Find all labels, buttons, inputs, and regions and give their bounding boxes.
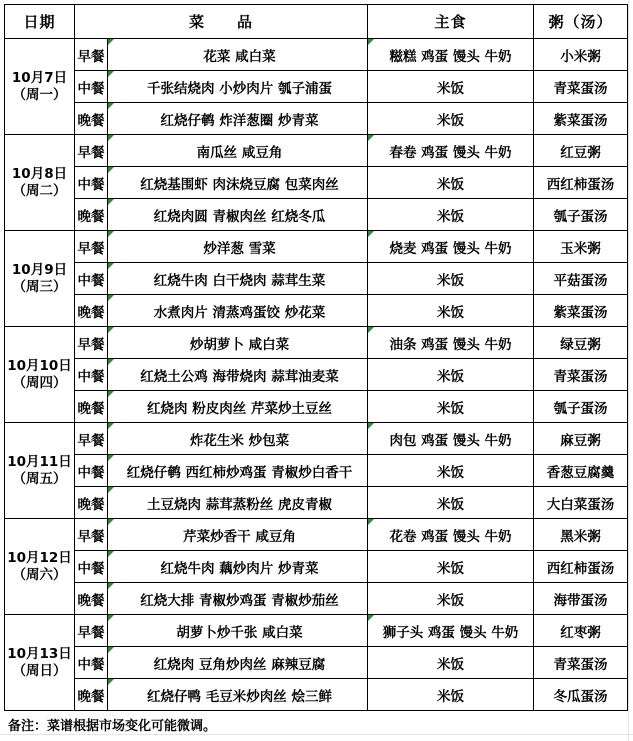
meal-row: [5, 359, 628, 391]
cell-comment-indicator-icon: [108, 519, 114, 525]
staple-cell[interactable]: [368, 135, 534, 167]
porridge-cell-text: 海带蛋汤: [553, 592, 608, 609]
meal-cell[interactable]: [75, 583, 108, 615]
staple-cell-text: 米饭: [437, 304, 465, 321]
porridge-cell-text: 冬瓜蛋汤: [553, 688, 608, 705]
staple-cell[interactable]: [368, 615, 534, 647]
dishes-cell-text: 水煮肉片 清蒸鸡蛋饺 炒花菜: [153, 304, 326, 321]
porridge-cell-text: 紫菜蛋汤: [553, 112, 608, 129]
staple-cell-text: 米饭: [437, 560, 465, 577]
dishes-cell-text: 炒胡萝卜 咸白菜: [189, 336, 290, 353]
meal-cell-text: 早餐: [77, 528, 105, 545]
porridge-cell[interactable]: [534, 103, 628, 135]
porridge-cell-text: 青菜蛋汤: [553, 656, 608, 673]
porridge-cell-text: 西红柿蛋汤: [546, 560, 615, 577]
header-row: [5, 5, 628, 39]
dishes-cell-text: 南瓜丝 咸豆角: [196, 144, 283, 161]
meal-row: [5, 71, 628, 103]
meal-row: [5, 583, 628, 615]
porridge-cell-text: 瓠子蛋汤: [553, 400, 608, 417]
cell-comment-indicator-icon: [108, 103, 114, 109]
staple-cell[interactable]: [368, 71, 534, 103]
menu-body: [5, 39, 628, 711]
porridge-cell[interactable]: [534, 167, 628, 199]
meal-cell[interactable]: [75, 327, 108, 359]
meal-cell-text: 晚餐: [77, 112, 105, 129]
dishes-cell[interactable]: [108, 423, 368, 455]
staple-cell[interactable]: [368, 391, 534, 423]
meal-cell[interactable]: [75, 423, 108, 455]
dishes-cell-text: 红烧基围虾 肉沫烧豆腐 包菜肉丝: [140, 176, 339, 193]
staple-cell-text: 烧麦 鸡蛋 馒头 牛奶: [389, 240, 512, 257]
porridge-cell[interactable]: [534, 583, 628, 615]
porridge-cell-text: 红豆粥: [560, 144, 601, 161]
weekday-label: （周二）: [12, 182, 67, 199]
cell-comment-indicator-icon: [108, 615, 114, 621]
weekly-menu-table: [4, 4, 628, 711]
weekday-label: （周日）: [12, 662, 67, 679]
cell-comment-indicator-icon: [368, 231, 374, 237]
cell-comment-indicator-icon: [108, 167, 114, 173]
cell-comment-indicator-icon: [108, 135, 114, 141]
sheet-gridline-horizontal: [0, 734, 633, 735]
date-cell[interactable]: [5, 231, 75, 327]
meal-row: [5, 39, 628, 71]
dishes-cell-text: 红烧肉 粉皮肉丝 芹菜炒土豆丝: [147, 400, 332, 417]
cell-comment-indicator-icon: [108, 359, 114, 365]
porridge-cell[interactable]: [534, 679, 628, 711]
cell-comment-indicator-icon: [108, 551, 114, 557]
cell-comment-indicator-icon: [108, 231, 114, 237]
staple-cell[interactable]: [368, 583, 534, 615]
dishes-cell[interactable]: [108, 71, 368, 103]
dishes-cell-text: 红烧肉圆 青椒肉丝 红烧冬瓜: [153, 208, 326, 225]
meal-cell[interactable]: [75, 391, 108, 423]
staple-cell-text: 糍糕 鸡蛋 馒头 牛奶: [389, 48, 512, 65]
date-label: 10月8日: [11, 165, 68, 182]
staple-cell-text: 米饭: [437, 368, 465, 385]
staple-cell[interactable]: [368, 263, 534, 295]
cell-comment-indicator-icon: [108, 199, 114, 205]
dishes-cell[interactable]: [108, 359, 368, 391]
meal-cell[interactable]: [75, 679, 108, 711]
porridge-cell-text: 青菜蛋汤: [553, 80, 608, 97]
dishes-cell[interactable]: [108, 263, 368, 295]
porridge-cell[interactable]: [534, 359, 628, 391]
dishes-cell-text: 红烧仔鸭 毛豆米炒肉丝 烩三鲜: [147, 688, 332, 705]
staple-cell-text: 米饭: [437, 656, 465, 673]
staple-cell-text: 油条 鸡蛋 馒头 牛奶: [389, 336, 512, 353]
dishes-cell[interactable]: [108, 551, 368, 583]
cell-comment-indicator-icon: [108, 391, 114, 397]
meal-cell-text: 晚餐: [77, 496, 105, 513]
meal-cell[interactable]: [75, 231, 108, 263]
cell-comment-indicator-icon: [108, 583, 114, 589]
staple-cell[interactable]: [368, 327, 534, 359]
staple-cell[interactable]: [368, 519, 534, 551]
porridge-cell-text: 平菇蛋汤: [553, 272, 608, 289]
porridge-cell-text: 麻豆粥: [560, 432, 601, 449]
date-label: 10月12日: [7, 549, 72, 566]
staple-cell[interactable]: [368, 231, 534, 263]
meal-row: [5, 231, 628, 263]
date-cell[interactable]: [5, 327, 75, 423]
porridge-cell[interactable]: [534, 263, 628, 295]
porridge-cell[interactable]: [534, 135, 628, 167]
staple-cell-text: 肉包 鸡蛋 馒头 牛奶: [389, 432, 512, 449]
dishes-cell-text: 红烧牛肉 藕炒肉片 炒青菜: [160, 560, 319, 577]
staple-cell[interactable]: [368, 199, 534, 231]
meal-cell[interactable]: [75, 359, 108, 391]
staple-cell[interactable]: [368, 359, 534, 391]
staple-cell-text: 狮子头 鸡蛋 馒头 牛奶: [382, 624, 519, 641]
meal-cell-text: 早餐: [77, 144, 105, 161]
staple-cell-text: 米饭: [437, 112, 465, 129]
meal-row: [5, 679, 628, 711]
staple-cell[interactable]: [368, 423, 534, 455]
meal-row: [5, 423, 628, 455]
dishes-cell-text: 红烧仔鹌 西红柿炒鸡蛋 青椒炒白香干: [126, 464, 353, 481]
dishes-cell-text: 红烧牛肉 白干烧肉 蒜茸生菜: [153, 272, 326, 289]
meal-cell-text: 早餐: [77, 624, 105, 641]
meal-cell[interactable]: [75, 167, 108, 199]
meal-cell-text: 晚餐: [77, 400, 105, 417]
cell-comment-indicator-icon: [108, 327, 114, 333]
porridge-cell[interactable]: [534, 519, 628, 551]
meal-cell[interactable]: [75, 647, 108, 679]
cell-comment-indicator-icon: [368, 423, 374, 429]
staple-cell[interactable]: [368, 295, 534, 327]
staple-cell-text: 米饭: [437, 688, 465, 705]
date-cell[interactable]: [5, 39, 75, 135]
staple-cell-text: 花卷 鸡蛋 馒头 牛奶: [389, 528, 512, 545]
dishes-cell[interactable]: [108, 135, 368, 167]
porridge-cell[interactable]: [534, 487, 628, 519]
meal-row: [5, 103, 628, 135]
porridge-cell-text: 小米粥: [560, 48, 601, 65]
meal-row: [5, 327, 628, 359]
meal-cell-text: 中餐: [77, 656, 105, 673]
cell-comment-indicator-icon: [108, 39, 114, 45]
porridge-cell[interactable]: [534, 647, 628, 679]
dishes-cell-text: 炒洋葱 雪菜: [203, 240, 276, 257]
footnote: 备注：菜谱根据市场变化可能微调。: [8, 719, 217, 734]
meal-row: [5, 455, 628, 487]
header-date: 日期: [5, 5, 75, 39]
porridge-cell-text: 香葱豆腐羹: [546, 464, 615, 481]
meal-cell-text: 晚餐: [77, 688, 105, 705]
cell-comment-indicator-icon: [108, 647, 114, 653]
cell-comment-indicator-icon: [368, 39, 374, 45]
dishes-cell-text: 红烧仔鹌 炸洋葱圈 炒青菜: [160, 112, 319, 129]
staple-cell[interactable]: [368, 647, 534, 679]
date-label: 10月10日: [7, 357, 72, 374]
porridge-cell[interactable]: [534, 295, 628, 327]
dishes-cell-text: 千张结烧肉 小炒肉片 瓠子浦蛋: [147, 80, 332, 97]
dishes-cell[interactable]: [108, 231, 368, 263]
date-cell[interactable]: [5, 135, 75, 231]
meal-cell[interactable]: [75, 487, 108, 519]
meal-cell[interactable]: [75, 263, 108, 295]
weekday-label: （周三）: [12, 278, 67, 295]
meal-cell[interactable]: [75, 71, 108, 103]
sheet-gridline-vertical: [628, 0, 629, 741]
staple-cell-text: 米饭: [437, 496, 465, 513]
dishes-cell-text: 红烧肉 豆角炒肉丝 麻辣豆腐: [153, 656, 326, 673]
dishes-cell-text: 胡萝卜炒千张 咸白菜: [176, 624, 303, 641]
porridge-cell[interactable]: [534, 231, 628, 263]
meal-cell-text: 早餐: [77, 48, 105, 65]
cell-comment-indicator-icon: [108, 263, 114, 269]
meal-cell[interactable]: [75, 135, 108, 167]
dishes-cell-text: 红烧土公鸡 海带烧肉 蒜茸油麦菜: [140, 368, 339, 385]
meal-cell-text: 中餐: [77, 176, 105, 193]
meal-row: [5, 519, 628, 551]
staple-cell-text: 米饭: [437, 400, 465, 417]
cell-comment-indicator-icon: [368, 615, 374, 621]
cell-comment-indicator-icon: [368, 519, 374, 525]
dishes-cell[interactable]: [108, 391, 368, 423]
dishes-cell[interactable]: [108, 199, 368, 231]
meal-row: [5, 615, 628, 647]
header-dishes: 菜 品: [75, 5, 368, 39]
meal-cell[interactable]: [75, 551, 108, 583]
staple-cell[interactable]: [368, 551, 534, 583]
meal-cell-text: 中餐: [77, 272, 105, 289]
porridge-cell[interactable]: [534, 455, 628, 487]
dishes-cell[interactable]: [108, 39, 368, 71]
meal-row: [5, 295, 628, 327]
staple-cell[interactable]: [368, 103, 534, 135]
dishes-cell[interactable]: [108, 647, 368, 679]
porridge-cell[interactable]: [534, 391, 628, 423]
dishes-cell[interactable]: [108, 519, 368, 551]
weekday-label: （周五）: [12, 470, 67, 487]
porridge-cell-text: 玉米粥: [560, 240, 601, 257]
porridge-cell[interactable]: [534, 615, 628, 647]
meal-cell-text: 晚餐: [77, 592, 105, 609]
meal-cell-text: 早餐: [77, 336, 105, 353]
staple-cell-text: 米饭: [437, 464, 465, 481]
porridge-cell-text: 紫菜蛋汤: [553, 304, 608, 321]
dishes-cell-text: 芹菜炒香干 咸豆角: [183, 528, 296, 545]
dishes-cell-text: 土豆烧肉 蒜茸蒸粉丝 虎皮青椒: [147, 496, 332, 513]
dishes-cell-text: 花菜 咸白菜: [203, 48, 276, 65]
meal-row: [5, 551, 628, 583]
meal-cell-text: 中餐: [77, 560, 105, 577]
cell-comment-indicator-icon: [108, 71, 114, 77]
weekday-label: （周四）: [12, 374, 67, 391]
meal-cell-text: 中餐: [77, 368, 105, 385]
dishes-cell[interactable]: [108, 455, 368, 487]
porridge-cell-text: 黑米粥: [560, 528, 601, 545]
meal-cell[interactable]: [75, 295, 108, 327]
header-staple: 主食: [368, 5, 534, 39]
staple-cell-text: 米饭: [437, 592, 465, 609]
meal-row: [5, 391, 628, 423]
porridge-cell[interactable]: [534, 71, 628, 103]
dishes-cell[interactable]: [108, 295, 368, 327]
weekday-label: （周六）: [12, 566, 67, 583]
staple-cell-text: 米饭: [437, 272, 465, 289]
meal-cell[interactable]: [75, 615, 108, 647]
cell-comment-indicator-icon: [108, 455, 114, 461]
staple-cell[interactable]: [368, 39, 534, 71]
porridge-cell[interactable]: [534, 551, 628, 583]
date-label: 10月7日: [11, 69, 68, 86]
meal-cell[interactable]: [75, 103, 108, 135]
staple-cell-text: 米饭: [437, 176, 465, 193]
dishes-cell-text: 红烧大排 青椒炒鸡蛋 青椒炒茄丝: [140, 592, 339, 609]
porridge-cell-text: 绿豆粥: [560, 336, 601, 353]
meal-cell[interactable]: [75, 519, 108, 551]
date-cell[interactable]: [5, 519, 75, 615]
cell-comment-indicator-icon: [368, 327, 374, 333]
cell-comment-indicator-icon: [368, 135, 374, 141]
meal-row: [5, 487, 628, 519]
meal-cell-text: 晚餐: [77, 304, 105, 321]
cell-comment-indicator-icon: [108, 487, 114, 493]
dishes-cell-text: 炸花生米 炒包菜: [189, 432, 290, 449]
porridge-cell-text: 青菜蛋汤: [553, 368, 608, 385]
porridge-cell-text: 红枣粥: [560, 624, 601, 641]
meal-row: [5, 647, 628, 679]
porridge-cell[interactable]: [534, 327, 628, 359]
date-cell[interactable]: [5, 615, 75, 711]
date-label: 10月13日: [7, 645, 72, 662]
staple-cell[interactable]: [368, 679, 534, 711]
cell-comment-indicator-icon: [108, 423, 114, 429]
meal-cell[interactable]: [75, 39, 108, 71]
meal-cell[interactable]: [75, 455, 108, 487]
porridge-cell-text: 瓠子蛋汤: [553, 208, 608, 225]
dishes-cell[interactable]: [108, 167, 368, 199]
porridge-cell-text: 大白菜蛋汤: [546, 496, 615, 513]
meal-cell[interactable]: [75, 199, 108, 231]
dishes-cell[interactable]: [108, 679, 368, 711]
date-label: 10月9日: [11, 261, 68, 278]
weekday-label: （周一）: [12, 86, 67, 103]
porridge-cell[interactable]: [534, 39, 628, 71]
porridge-cell-text: 西红柿蛋汤: [546, 176, 615, 193]
dishes-cell[interactable]: [108, 487, 368, 519]
meal-row: [5, 199, 628, 231]
meal-cell-text: 中餐: [77, 464, 105, 481]
meal-row: [5, 135, 628, 167]
dishes-cell[interactable]: [108, 615, 368, 647]
date-label: 10月11日: [7, 453, 72, 470]
staple-cell-text: 春卷 鸡蛋 馒头 牛奶: [389, 144, 512, 161]
date-cell[interactable]: [5, 423, 75, 519]
cell-comment-indicator-icon: [108, 679, 114, 685]
meal-cell-text: 早餐: [77, 432, 105, 449]
meal-cell-text: 晚餐: [77, 208, 105, 225]
dishes-cell[interactable]: [108, 583, 368, 615]
staple-cell[interactable]: [368, 167, 534, 199]
staple-cell[interactable]: [368, 487, 534, 519]
meal-row: [5, 167, 628, 199]
meal-cell-text: 中餐: [77, 80, 105, 97]
staple-cell[interactable]: [368, 455, 534, 487]
porridge-cell[interactable]: [534, 199, 628, 231]
porridge-cell[interactable]: [534, 423, 628, 455]
meal-cell-text: 早餐: [77, 240, 105, 257]
meal-row: [5, 263, 628, 295]
staple-cell-text: 米饭: [437, 208, 465, 225]
dishes-cell[interactable]: [108, 327, 368, 359]
header-porridge: 粥（汤）: [534, 5, 628, 39]
dishes-cell[interactable]: [108, 103, 368, 135]
cell-comment-indicator-icon: [108, 295, 114, 301]
staple-cell-text: 米饭: [437, 80, 465, 97]
